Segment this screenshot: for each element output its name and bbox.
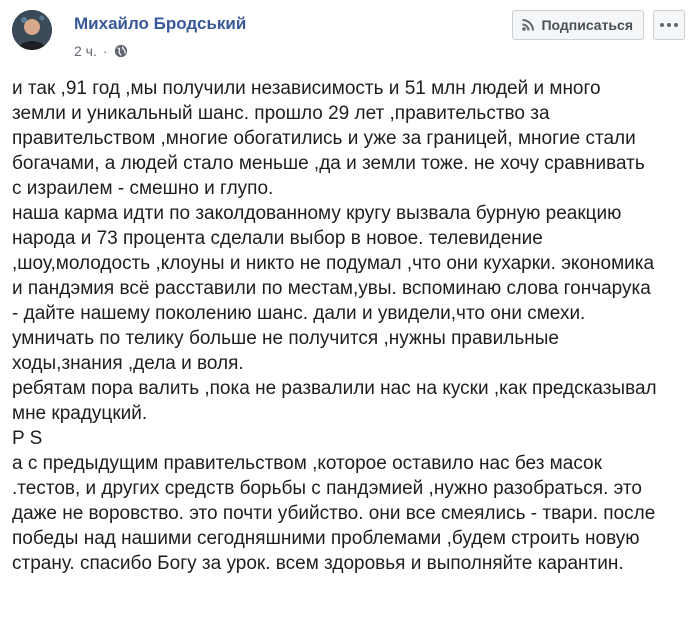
post-time[interactable]: 2 ч. — [74, 43, 97, 59]
post-text-line: .тестов, и других средств борьбы с пандэмией ,нужно разобраться. это — [12, 478, 642, 499]
more-options-button[interactable] — [653, 10, 685, 40]
post-header — [12, 10, 689, 70]
more-options-icon — [660, 23, 664, 27]
post-text-line: а с предыдущим правительством ,которое оставило нас без масок — [12, 453, 602, 474]
post-text-line: богачами, а людей стало меньше ,да и земли тоже. не хочу сравнивать — [12, 153, 645, 174]
post-text-line: земли и уникальный шанс. прошло 29 лет ,правительство за — [12, 103, 550, 124]
post-text-line: ходы,знания ,дела и воля. — [12, 353, 244, 374]
post-text-line: и пандэмия всё расставили по местам,увы. вспоминаю слова гончарука — [12, 278, 651, 299]
post-text-line: даже не воровство. это почти убийство. они все смеялись - твари. после — [12, 503, 656, 524]
post-text-line: с израилем - смешно и глупо. — [12, 178, 274, 199]
post-text-line: умничать по телику больше не получится ,нужны правильные — [12, 328, 559, 349]
post-meta: 2 ч. · — [74, 43, 128, 59]
post-text-line: страну. спасибо Богу за урок. всем здоровья и выполняйте карантин. — [12, 553, 624, 574]
post-text-line: P S — [12, 428, 43, 449]
rss-icon — [521, 18, 535, 32]
post-text-line: мне крадуцкий. — [12, 403, 148, 424]
post-text-line: - дайте нашему поколению шанс. дали и увидели,что они смехи. — [12, 303, 586, 324]
post-text — [12, 76, 683, 576]
post-text-line: ребятам пора валить ,пока не развалили нас на куски ,как предсказывал — [12, 378, 657, 399]
author-name[interactable]: Михайло Бродський — [74, 14, 247, 33]
avatar-image — [12, 10, 52, 50]
post-text-line: и так ,91 год ,мы получили независимость и 51 млн людей и много — [12, 78, 601, 99]
post-text-line: победы над нашими сегодняшними проблемами ,будем строить новую — [12, 528, 640, 549]
subscribe-label: Подписаться — [541, 17, 633, 33]
globe-icon[interactable] — [114, 44, 128, 58]
post-text-line: народа и 73 процента сделали выбор в новое. телевидение — [12, 228, 543, 249]
post-text-line: ,шоу,молодость ,клоуны и никто не подумал ,что они кухарки. экономика — [12, 253, 655, 274]
avatar[interactable] — [12, 10, 52, 50]
subscribe-button[interactable] — [512, 10, 644, 40]
post-text-line: наша карма идти по заколдованному кругу вызвала бурную реакцию — [12, 203, 622, 224]
post-text-line: правительством ,многие обогатились и уже за границей, многие стали — [12, 128, 636, 149]
